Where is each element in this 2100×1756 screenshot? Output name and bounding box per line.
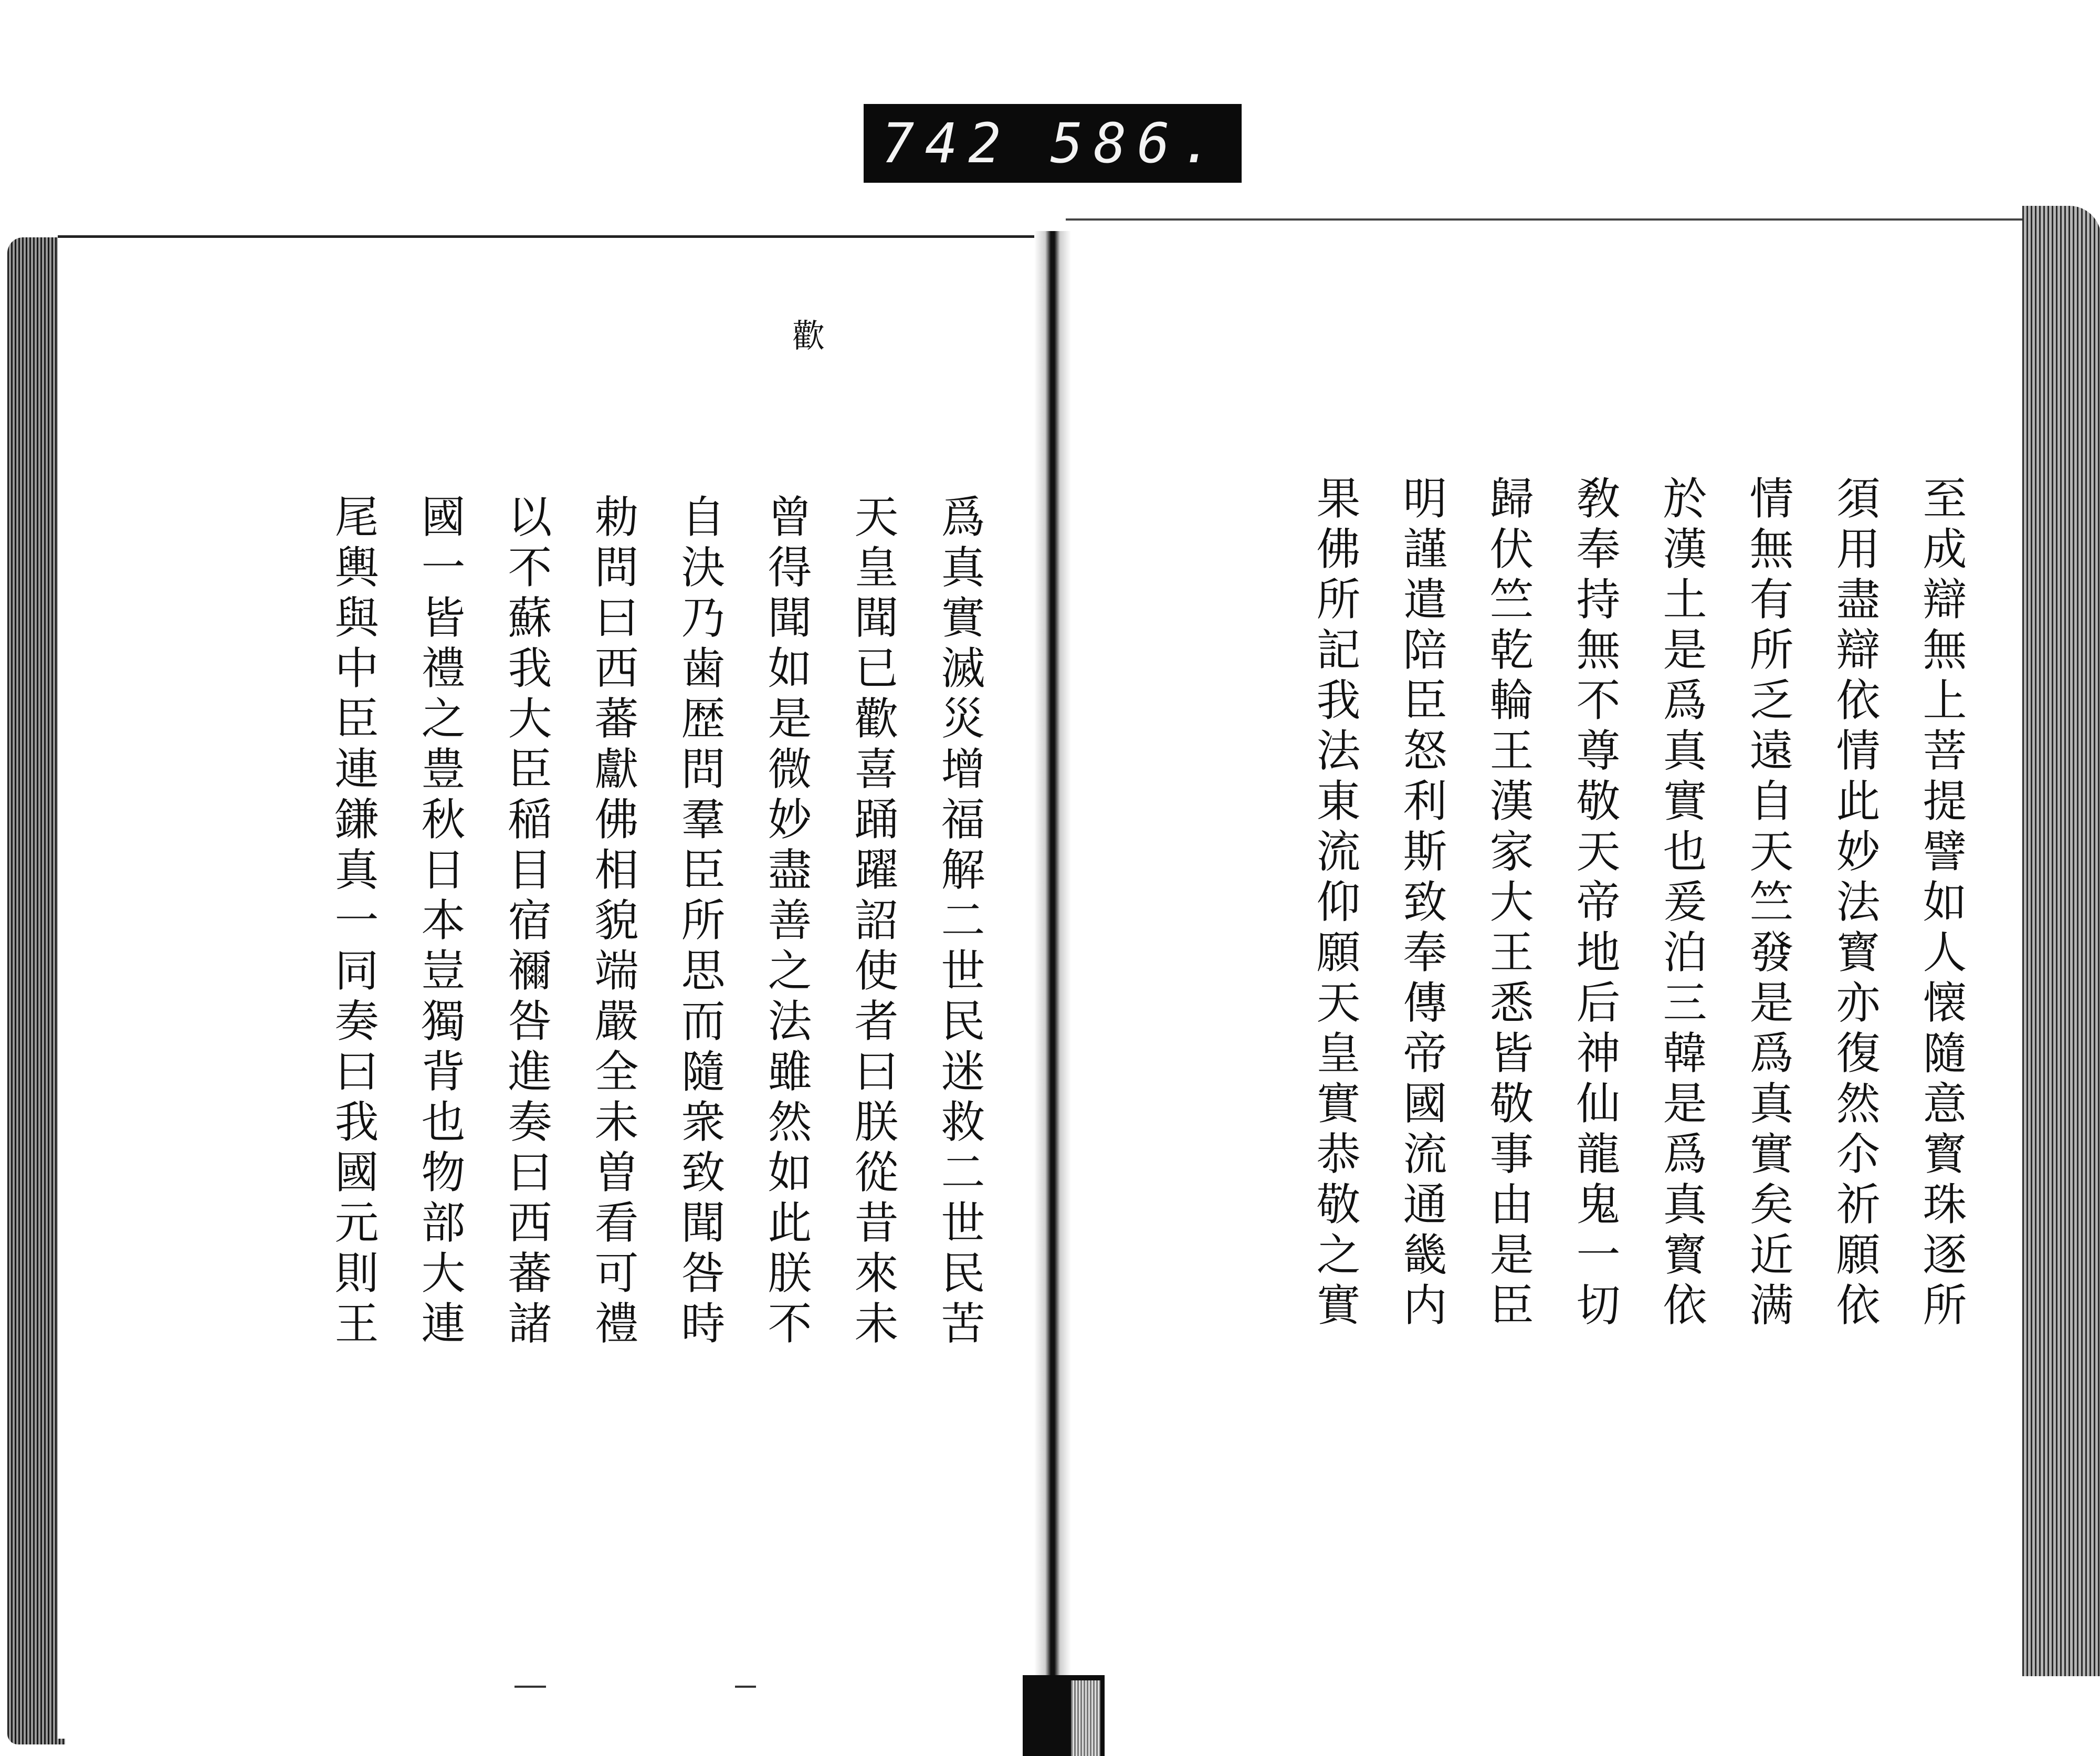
text-column: 至成辯無上菩提譬如人懐隨意寳珠逐所 xyxy=(1916,475,1967,1332)
text-column: 國一皆禮之豊秋日本豈獨背也物部大連 xyxy=(414,494,466,1351)
text-column: 自決乃歯歴問羣臣所思而隨衆致聞咎時 xyxy=(674,494,726,1351)
text-column: 曾得聞如是微妙盡善之法雖然如此朕不 xyxy=(761,494,812,1351)
text-column: 天皇聞已歡喜踊躍詔使者曰朕從昔來未 xyxy=(847,494,899,1351)
spine-base-pages xyxy=(1071,1680,1100,1756)
text-column: 明謹遣陪臣怒利斯致奉傳帝國流通畿内 xyxy=(1396,475,1447,1332)
running-head: 歡 xyxy=(792,317,825,355)
page-foot-mark xyxy=(735,1686,756,1688)
frame-number-right: 586. xyxy=(1050,111,1224,175)
text-column: 勅問曰西蕃獻佛相貌端嚴全未曽看可禮 xyxy=(587,494,639,1351)
left-page-text xyxy=(152,494,1003,1628)
left-page-stack-edge xyxy=(7,237,65,1744)
page-foot-mark xyxy=(514,1686,546,1688)
text-column: 爲真實滅災增福解二世民迷救二世民苦 xyxy=(934,494,985,1351)
right-page-stack-edge xyxy=(2022,206,2100,1676)
book-gutter xyxy=(1034,231,1071,1749)
right-page-text xyxy=(1144,475,1984,1609)
text-column: 敎奉持無不尊敬天帝地后神仙龍鬼一切 xyxy=(1569,475,1621,1332)
text-column: 於漢土是爲真實也爰泊三韓是爲真寳依 xyxy=(1656,475,1707,1332)
text-column: 須用盡辯依情此妙法寳亦復然尒祈願依 xyxy=(1829,475,1881,1332)
text-column: 以不蘇我大臣稲目宿禰咎進奏曰西蕃諸 xyxy=(501,494,552,1351)
text-column: 情無有所乏遠自天竺發是爲真實矣近满 xyxy=(1742,475,1794,1332)
text-column: 尾輿與中臣連鎌真一同奏曰我國元則王 xyxy=(328,494,379,1351)
text-column: 果佛所記我法東流仰願天皇實恭敬之實 xyxy=(1309,475,1361,1332)
frame-number-left: 742 xyxy=(881,111,1012,175)
text-column: 歸伏竺乾輪王漢家大王悉皆敬事由是臣 xyxy=(1483,475,1534,1332)
